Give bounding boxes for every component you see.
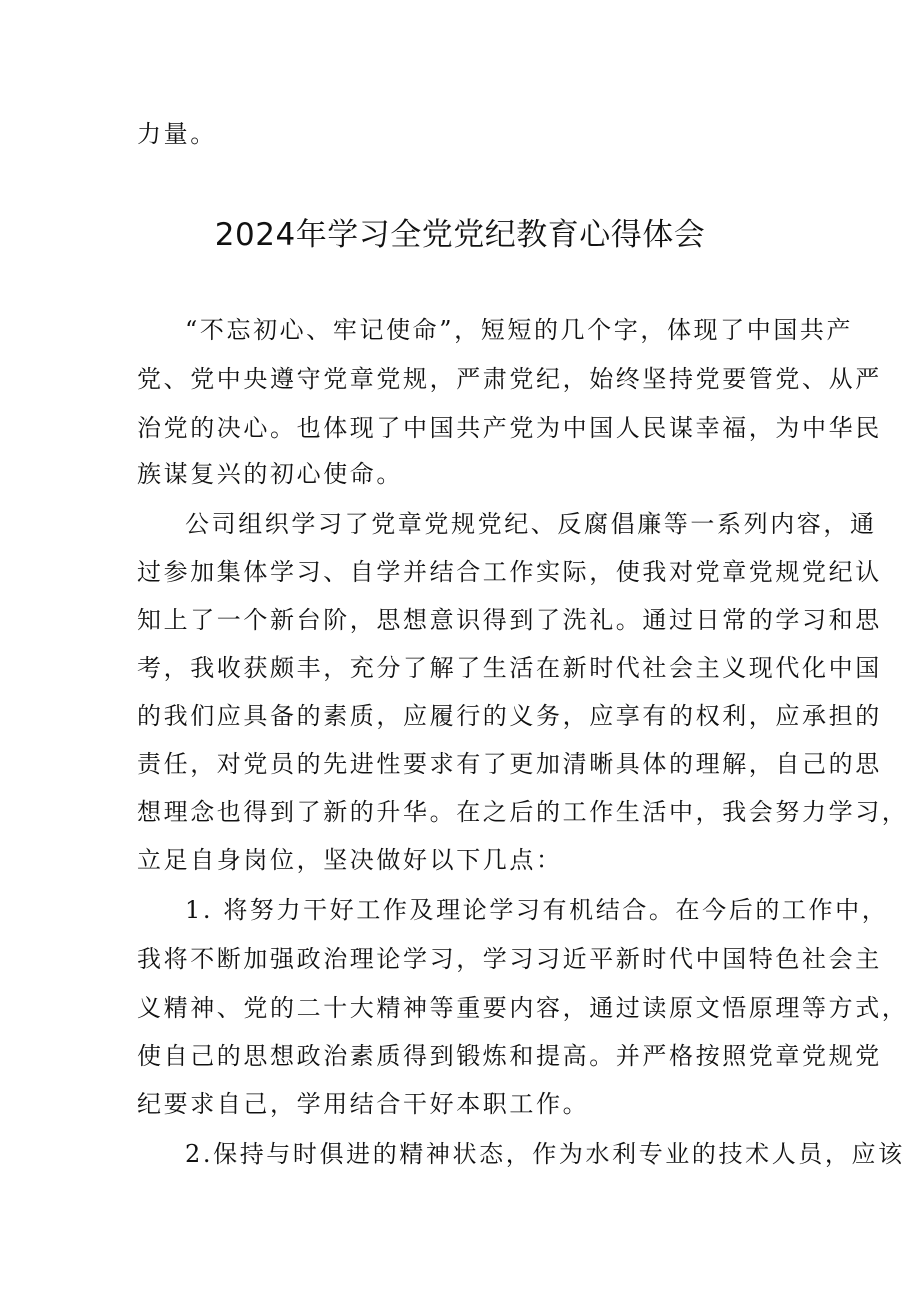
paragraph2-line-8: 立足自身岗位，坚决做好以下几点： — [137, 846, 563, 874]
point1-line-1: 1. 将努力干好工作及理论学习有机结合。在今后的工作中， — [185, 896, 889, 924]
point1-line-4: 使自己的思想政治素质得到锻炼和提高。并严格按照党章党规党 — [137, 1042, 882, 1070]
paragraph2-line-6: 责任，对党员的先进性要求有了更加清晰具体的理解，自己的思 — [137, 750, 882, 778]
point1-line-2: 我将不断加强政治理论学习，学习习近平新时代中国特色社会主 — [137, 945, 882, 973]
paragraph2-line-3: 知上了一个新台阶，思想意识得到了洗礼。通过日常的学习和思 — [137, 606, 882, 634]
paragraph2-line-1: 公司组织学习了党章党规党纪、反腐倡廉等一系列内容，通 — [185, 510, 877, 538]
paragraph2-line-5: 的我们应具备的素质，应履行的义务，应享有的权利，应承担的 — [137, 702, 882, 730]
point2-line-1: 2.保持与时俱进的精神状态，作为水利专业的技术人员，应该 — [185, 1140, 905, 1168]
paragraph2-line-4: 考，我收获颇丰，充分了解了生活在新时代社会主义现代化中国 — [137, 654, 882, 682]
paragraph1-line-3: 治党的决心。也体现了中国共产党为中国人民谋幸福，为中华民 — [137, 414, 882, 442]
document-title: 2024年学习全党党纪教育心得体会 — [214, 217, 706, 253]
paragraph1-line-2: 党、党中央遵守党章党规，严肃党纪，始终坚持党要管党、从严 — [137, 365, 882, 393]
paragraph1-line-1: “不忘初心、牢记使命”，短短的几个字，体现了中国共产 — [185, 316, 854, 344]
lead-line: 力量。 — [137, 120, 217, 148]
point1-line-3: 义精神、党的二十大精神等重要内容，通过读原文悟原理等方式， — [137, 994, 909, 1022]
paragraph2-line-2: 过参加集体学习、自学并结合工作实际，使我对党章党规党纪认 — [137, 558, 882, 586]
point1-line-5: 纪要求自己，学用结合干好本职工作。 — [137, 1090, 590, 1118]
paragraph2-line-7: 想理念也得到了新的升华。在之后的工作生活中，我会努力学习， — [137, 798, 909, 826]
paragraph1-line-4: 族谋复兴的初心使命。 — [137, 460, 403, 488]
